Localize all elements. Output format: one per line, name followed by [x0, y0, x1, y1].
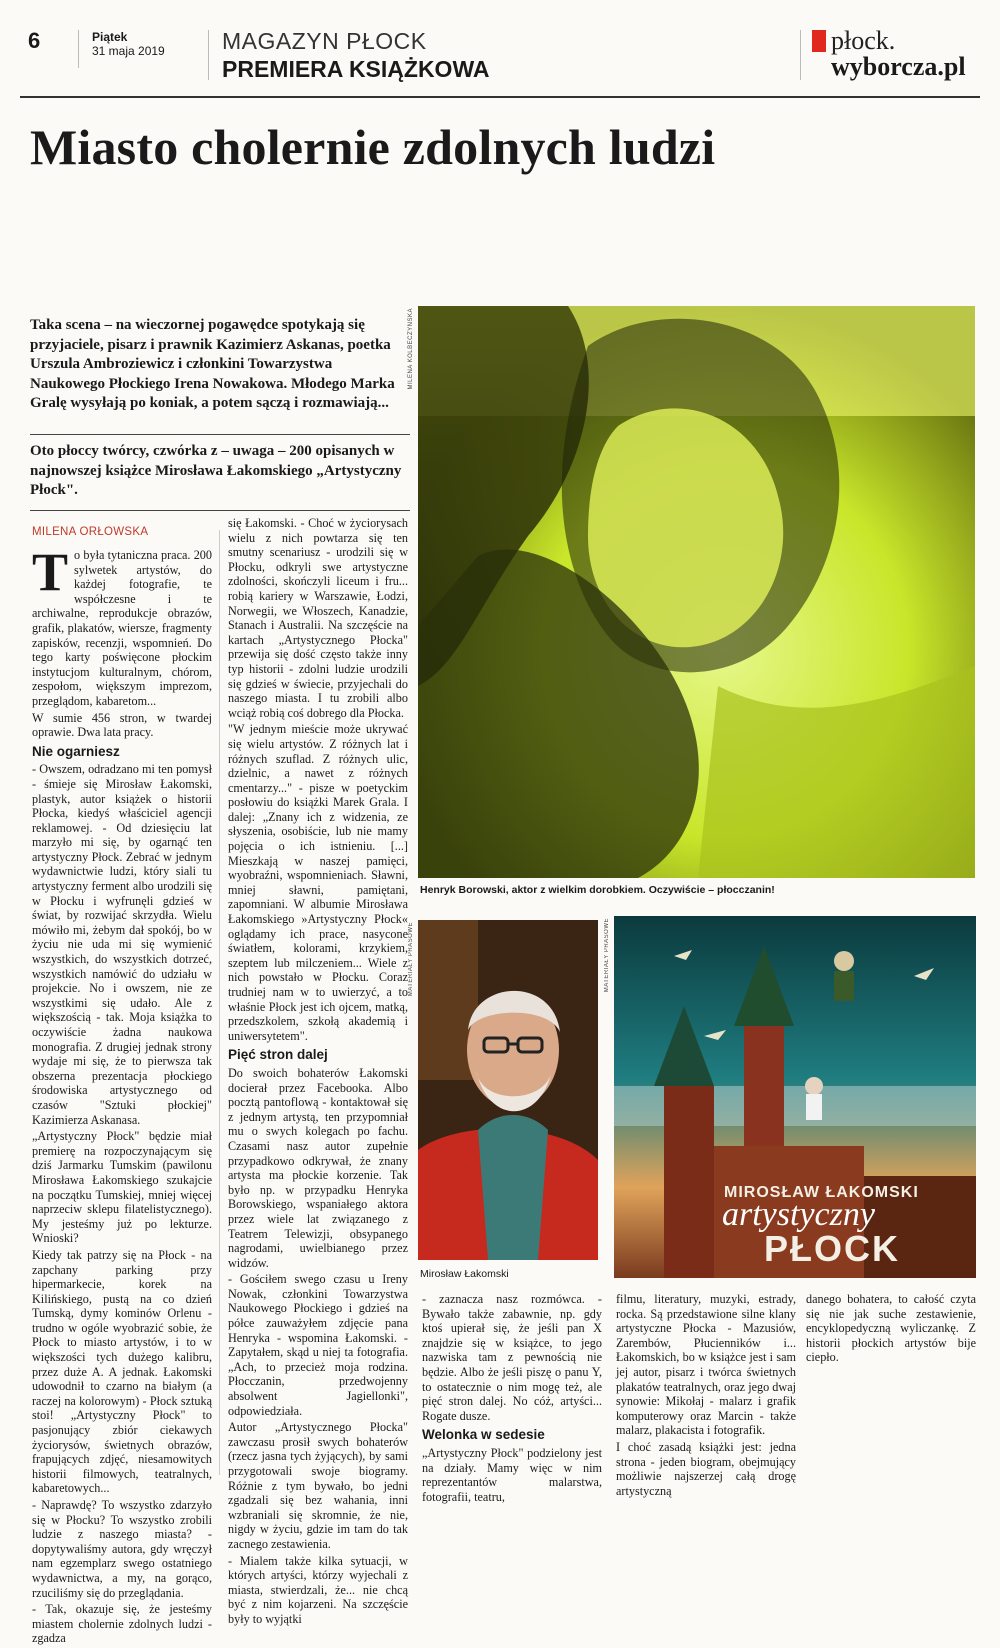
main-photo-caption: Henryk Borowski, aktor z wielkim dorobkiem. Oczywiście – płocczanin!	[420, 884, 775, 896]
main-photo-credit: MILENA KOLBECZYŃSKA	[408, 308, 414, 390]
cover-title-small: MIROSŁAW ŁAKOMSKI	[724, 1184, 919, 1201]
brand-bottom: wyborcza.pl	[831, 52, 966, 81]
paragraph: - Owszem, odradzano mi ten pomysł - śmieje się Mirosław Łakomski, plastyk, autor książek o historii Płocka, kiedyś właściciel agencji reklamowej. - Od dziesięciu lat marzyło mi się, by ogarnąć ten artystyczny Płock. Zebrać w jednym wydawnictwie ludzi, który siali tu artystyczny ferment albo urodzili się w Płocku i wyfrunęli gdzieś w świat, by rozwijać skrzydła. Wielu mówiło mi, żebym dał spokój, bo w życiu nie uda mi się wymienić wszystkich, do wszystkich dotrzeć, wszystkich namówić do udziału w projekcie. No i owszem, nie ze wszystkimi się udało. Ale z większością - tak. Moja książka to oczywiście żadna naukowa monografia. Z drugiej jednak strony wydaje mi się, że to pierwsza tak obszerna prezentacja płockiego środowiska artystycznego od czasów "Sztuki płockiej" Kazimierza Askanasa.	[32, 762, 212, 1127]
header-divider	[208, 30, 209, 80]
main-photo	[418, 306, 975, 878]
paragraph: W sumie 456 stron, w twardej oprawie. Dwa lata pracy.	[32, 710, 212, 740]
paragraph: - Tak, okazuje się, że jesteśmy miastem cholernie zdolnych ludzi - zgadza	[32, 1602, 212, 1646]
byline: MILENA ORŁOWSKA	[32, 526, 149, 538]
cover-title-big: PŁOCK	[764, 1228, 900, 1269]
paragraph: - Mialem także kilka sytuacji, w których artyści, którzy wyjechali z miasta, stwierdzali, że... nie chcą być z nim kojarzeni. Na szczęście były to wyjątki	[228, 1553, 408, 1626]
article-column-5	[806, 1292, 976, 1367]
brand-square-icon	[812, 30, 826, 52]
lead-paragraph-2: Oto płoccy twórcy, czwórka z – uwaga – 200 opisanych w najnowszej książce Mirosława Łakomskiego „Artystyczny Płock".	[30, 443, 402, 498]
subheading: Pięć stron dalej	[228, 1047, 328, 1063]
brand-logo[interactable]	[812, 26, 966, 82]
portrait-photo	[418, 920, 598, 1260]
paragraph: Do swoich bohaterów Łakomski docierał przez Facebooka. Albo pocztą pantoflową - kontaktował się z jednym artystą, ten przypomniał mu o swych kolegach po fachu. Czasami nasz autor zupełnie przypadkowo odkrywał, że znany artysta ma płockie korzenie. Tak było np. w przypadku Henryka Borowskiego, wspaniałego aktora przez wiele lat związanego z Teatrem Telewizji, obsypanego nagrodami, uwielbianego przez widzów.	[228, 1065, 408, 1270]
portrait-illustration	[418, 920, 598, 1260]
cover-photo-credit: MATERIAŁY PRASOWE	[604, 918, 610, 993]
portrait-photo-credit: MATERIAŁY PRASOWE	[408, 922, 414, 997]
lead-divider	[30, 434, 410, 435]
article-column-4	[616, 1292, 796, 1500]
issue-date: 31 maja 2019	[92, 44, 165, 58]
paragraph: o była tytaniczna praca. 200 sylwetek artystów, do każdej fotografie, te współczesne i te archiwalne, reprodukcje obrazów, grafik, plakatów, wiersze, fragmenty zapisków, recenzji, wspomnień. Do tego karty poświęcone płockim instytucjom kulturalnym, chórom, zespołom, większym imprezom, przeglądom, kabaretom...	[32, 548, 212, 708]
header-divider	[78, 30, 79, 68]
paragraph: - Naprawdę? To wszystko zdarzyło się w Płocku? To wszystko zrobili ludzie z naszego miasta? - dopytywaliśmy autora, gdy wręczył nam egzemplarz swego ostatniego wydawnictwa, a my, na gorąco, rzuciliśmy się do przeglądania.	[32, 1498, 212, 1600]
article-column-1	[32, 542, 212, 1648]
subheading: Welonka w sedesie	[422, 1427, 545, 1443]
article-column-3	[422, 1292, 602, 1506]
paragraph: - Gościłem swego czasu u Ireny Nowak, członkini Towarzystwa Naukowego Płockiego i gdzieś na półce zauważyłem zdjęcie pana Henryka - wspomina Łakomski. - Zapytałem, skąd u niej ta fotografia. „Ach, to przecież moja rodzina. Płocczanin, przedwojenny absolwent Jagiellonki", odpowiedziała.	[228, 1272, 408, 1418]
paragraph: „Artystyczny Płock" będzie miał premierę na rozpoczynającym się dziś Jarmarku Tumskim (pawilonu Mirosława Łakomskiego szukajcie na początku Tumskiej, mniej więcej naprzeciw sklepu filatelistycznego). My jesteśmy już po lekturze. Wnioski?	[32, 1129, 212, 1246]
issue-day: Piątek	[92, 30, 128, 44]
book-cover	[614, 916, 976, 1278]
lead-paragraph-1: Taka scena – na wieczornej pogawędce spotykają się przyjaciele, pisarz i prawnik Kazimierz Askanas, poetka Urszula Ambroziewicz i członkini Towarzystwa Naukowego Płockiego Irena Nowakowa. Młodego Marka Gralę wysyłają po koniak, a potem sączą i rozmawiają...	[30, 317, 395, 411]
portrait-illustration	[418, 306, 975, 878]
drop-cap: T	[32, 542, 69, 602]
brand-top: płock.	[831, 26, 896, 55]
section-subtitle: PREMIERA KSIĄŻKOWA	[222, 56, 490, 82]
paragraph: „Artystyczny Płock" podzielony jest na działy. Mamy więc w nim reprezentantów malarstwa, fotografii, teatru,	[422, 1445, 602, 1504]
page-number: 6	[28, 28, 41, 53]
paragraph: I choć zasadą książki jest: jedna strona - jeden biogram, obejmujący możliwie najszerzej całą drogę artystyczną	[616, 1439, 796, 1498]
paragraph: filmu, literatury, muzyki, estrady, rocka. Są przedstawione silne klany artystyczne Płocka - Mazusiów, Zarembów, Płucienników i... Łakomskich, bo w książce jest i sam jej autor, pisarz i twórca świetnych plakatów teatralnych, oraz jego dwaj synowie: Mikołaj - malarz i grafik komputerowy oraz Marcin - także malarz, plakacista i fotografik.	[616, 1292, 796, 1438]
paragraph: się Łakomski. - Choć w życiorysach wielu z nich powtarza się ten smutny scenariusz - urodzili się w Płocku, odkryli swe artystyczne zdolności, skończyli liceum i fru... robią kariery w Warszawie, Łodzi, Norwegii, we Włoszech, Kanadzie, Stanach i Australii. Na szczęście na kartach „Artystycznego Płocka" przewija się dość często także inny typ historii - zdolni ludzie urodzili się gdzieś w świecie, przyjechali do naszego miasta. I tu zrobili albo wciąż robią coś dobrego dla Płocka.	[228, 516, 408, 720]
paragraph: danego bohatera, to całość czyta się nie jak suche zestawienie, encyklopedyczną wyliczankę. Z historii płockich artystów bije ciepło.	[806, 1292, 976, 1365]
header-rule	[20, 96, 980, 98]
headline: Miasto cholernie zdolnych ludzi	[30, 119, 716, 175]
header-divider	[800, 30, 801, 80]
paragraph: Autor „Artystycznego Płocka" zawczasu prosił swych bohaterów (rzecz jasna tych żyjących), by sami przygotowali swoje biogramy. Różnie z tym bywało, bo jedni zgadzali się bez wahania, inni wzbraniali się skromnie, że nie, nigdy w życiu, gdzie im tam do tak zacnego zestawienia.	[228, 1420, 408, 1551]
portrait-photo-caption: Mirosław Łakomski	[420, 1268, 509, 1280]
article-column-2	[228, 516, 408, 1629]
subheading: Nie ogarniesz	[32, 743, 120, 759]
column-divider	[219, 530, 220, 1475]
lead-divider	[30, 510, 410, 511]
paragraph: Kiedy tak patrzy się na Płock - na zapchany parking przy hipermarkecie, korek na Kilińskiego, pustą na co dzień Tumską, dymy kominów Orlenu - trudno w ogóle wyobrazić sobie, że Płock to miasto artystów, i to w większości tych dużego kalibru, przez duże A. A jednak. Łakomski udowodnił to czarno na białym (a raczej na kolorowym) - Płock sztuką stoi! „Artystyczny Płock" to pasjonujący zbiór ciekawych życiorysów, świetnych obrazów, frapujących zdjęć, niesamowitych historii filmowych, teatralnych, kabaretowych...	[32, 1247, 212, 1496]
cover-title-script: artystyczny	[722, 1196, 875, 1233]
paragraph: "W jednym mieście może ukrywać się wielu artystów. Z różnych lat i różnych szuflad. Z różnych ulic, dzielnic, a nawet z różnych cmentarzy..." - pisze w poetyckim posłowiu do książki Marek Grala. I dalej: „Znany ich z widzenia, ze słyszenia, osobiście, lub nie mamy pojęcia o ich istnieniu. [...] Mieszkają w naszej pamięci, wyobraźni, wspomnieniach. Sławni, mniej sławni, pamiętani, zapomniani. W albumie Mirosława Łakomskiego »Artystyczny Płock« oglądamy ich prace, nasycone światłem, kolorami, krzykiem, szeptem lub milczeniem... Wiele z nich powstało w Płocku. Coraz trudniej nam w to uwierzyć, a to właśnie Płock jest ich ojcem, matką, przedszkolem, szkołą akademią i uniwersytetem".	[228, 722, 408, 1043]
paragraph: - zaznacza nasz rozmówca. - Bywało także zabawnie, np. gdy ktoś upierał się, że jeśli pan X znajdzie się w książce, to jego nazwiska tam z pewnością nie będzie. Albo że jeśli piszę o panu Y, to ostatecznie o nim mogę też, ale pięć stron dalej. No cóż, artyści... Rogate dusze.	[422, 1292, 602, 1423]
section-title: MAGAZYN PŁOCK	[222, 28, 427, 54]
